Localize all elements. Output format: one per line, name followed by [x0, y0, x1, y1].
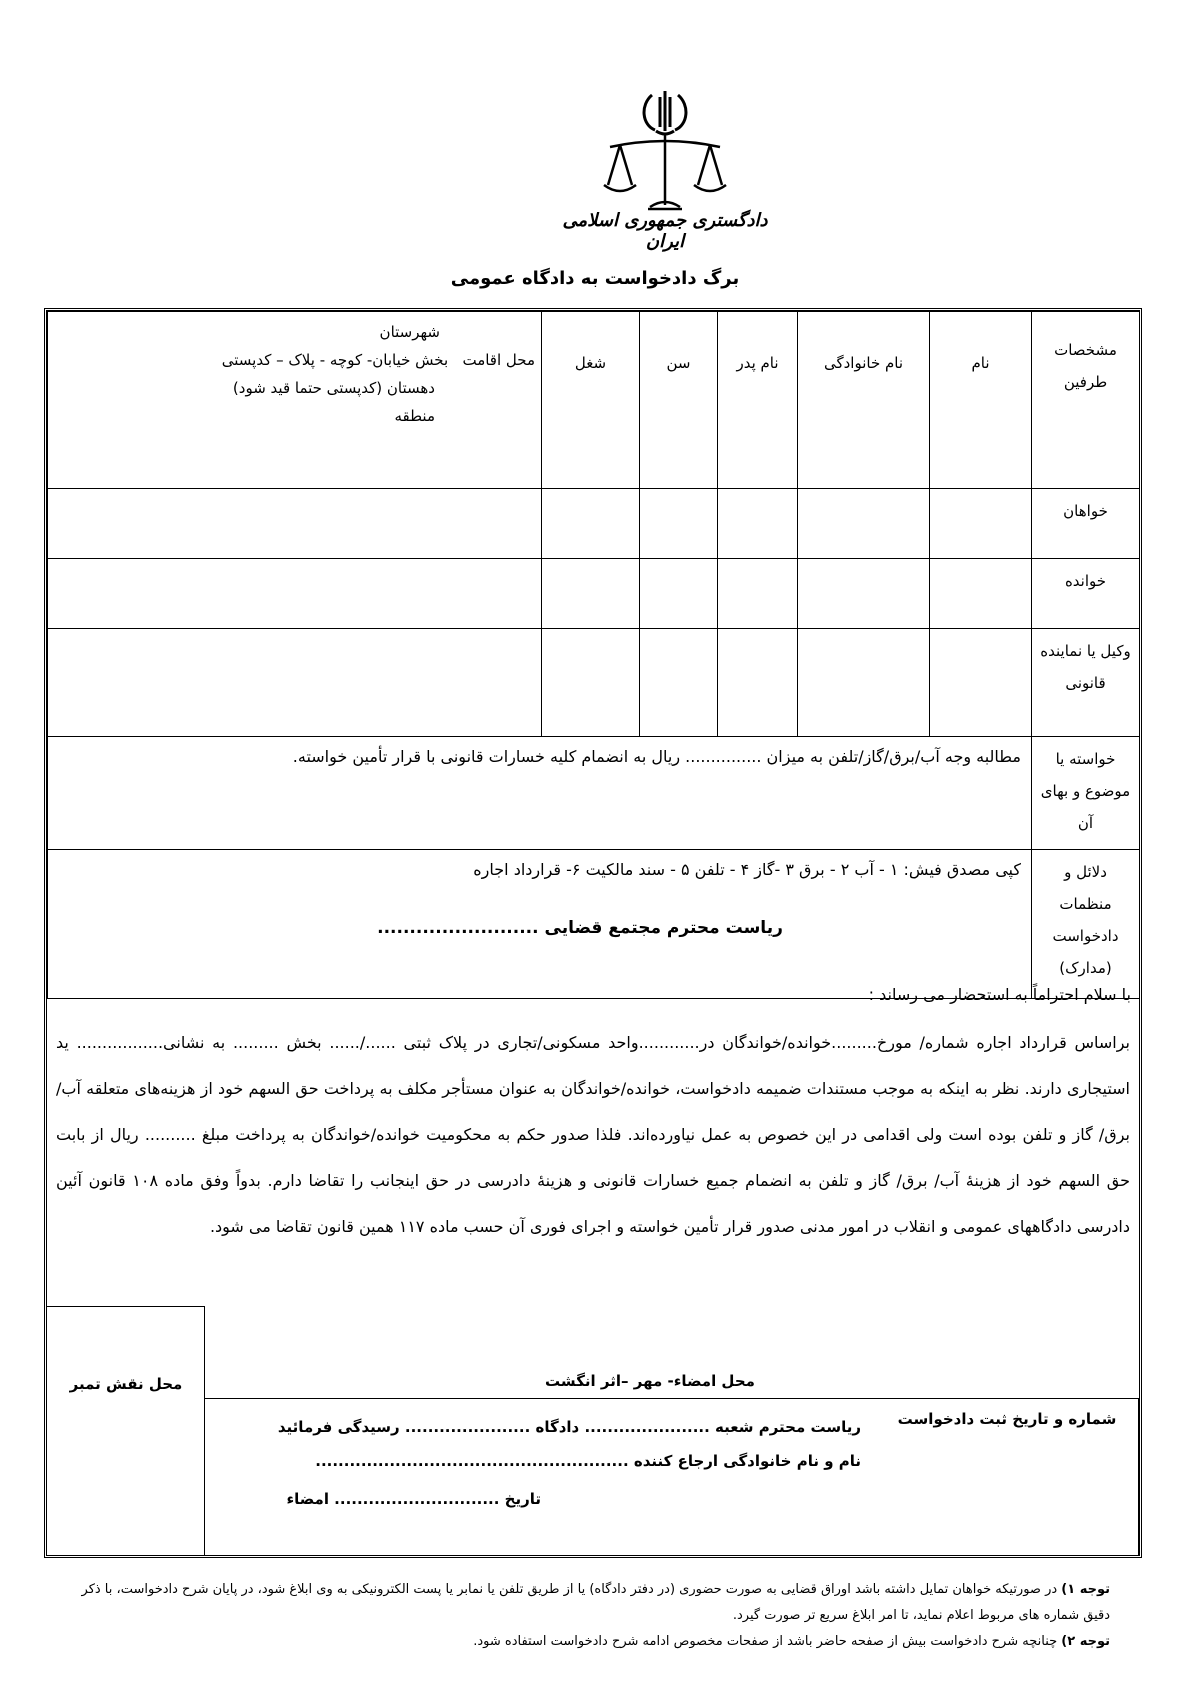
col-specs — [1032, 312, 1140, 489]
plaintiff-father-field[interactable] — [718, 489, 798, 559]
address-line-district: دهستان (کدپستی حتما قید شود) — [232, 379, 435, 397]
referral-line-referrer: نام و نام خانوادگی ارجاع کننده ....................................................... — [315, 1452, 861, 1470]
referral-line-date-sign: تاریخ ............................. امضاء — [286, 1490, 541, 1508]
col-name-label: نام — [971, 354, 990, 372]
col-age — [640, 312, 718, 489]
plaintiff-row — [48, 489, 1140, 559]
defendant-family-field[interactable] — [798, 559, 930, 629]
note-1 — [70, 1577, 1110, 1629]
evidence-label: دلائل و منظمات دادخواست (مدارک) — [1032, 850, 1140, 999]
note-1-text: در صورتیکه خواهان تمایل داشته باشد اوراق قضایی به صورت حضوری (در دفتر دادگاه) یا از طریق تلفن یا نمابر یا پست الکترونیکی به وی ابلاغ شود، در پایان شرح دادخواست، با ذکر دقیق شماره های مربوط اعلام نماید، تا امر ابلاغ سریع تر صورت گیرد. — [81, 1582, 1110, 1623]
letter-body[interactable] — [56, 1020, 1130, 1250]
col-address — [48, 312, 542, 489]
letter-body-text: براساس قرارداد اجاره شماره/ مورخ.........خوانده/خواندگان در............واحد مسکونی/تجاری در پلاک ثبتی ....../...... بخش ......... به نشانی................. ید استیجاری دارند. نظر به اینکه به موجب مستندات ضمیمه دادخواست، خوانده/خواندگان به عنوان مستأجر مکلف به پرداخت حق السهم خود از هزینه‌های متعلقه آب/ برق/ گاز و تلفن بوده است ولی اقدامی در این خصوص به عمل نیاورده‌اند. فلذا صدور حکم به محکومیت خوانده/خواندگان به پرداخت مبلغ .......... ریال از بابت حق السهم خود از هزینهٔ آب/ برق/ گاز و تلفن به انضمام جمیع خسارات قانونی و هزینهٔ دادرسی در حق اینجانب را تقاضا دارم. بدواً وفق ماده ۱۰۸ قانون آئین دادرسی دادگاههای عمومی و انقلاب در امور مدنی صدور قرار تأمین خواسته و اجرای فوری آن حسب ماده ۱۱۷ همین قانون تقاضا می شود. — [56, 1033, 1131, 1236]
plaintiff-address-field[interactable] — [48, 489, 542, 559]
plaintiff-family-field[interactable] — [798, 489, 930, 559]
lawyer-label: وکیل یا نماینده قانونی — [1032, 629, 1140, 737]
note-1-tag: توجه ۱) — [1061, 1582, 1110, 1597]
plaintiff-age-field[interactable] — [640, 489, 718, 559]
plaintiff-name-field[interactable] — [930, 489, 1032, 559]
note-2 — [70, 1629, 1110, 1655]
claim-label: خواسته یا موضوع و بهای آن — [1032, 737, 1140, 850]
note-2-text: چنانچه شرح دادخواست بیش از صفحه حاضر باشد از صفحات مخصوص ادامه شرح دادخواست استفاده شود. — [473, 1634, 1062, 1649]
letter-greeting: با سلام احتراماً به استحضار می رساند : — [868, 985, 1131, 1004]
stamp-label: محل نقش تمبر — [69, 1375, 183, 1393]
registration-label: شماره و تاریخ ثبت دادخواست — [897, 1410, 1117, 1428]
col-family-label: نام خانوادگی — [823, 354, 904, 372]
address-line-city: شهرستان — [379, 323, 440, 341]
table-header-row — [48, 312, 1140, 489]
lawyer-name-field[interactable] — [930, 629, 1032, 737]
col-age-label: سن — [666, 354, 691, 372]
defendant-age-field[interactable] — [640, 559, 718, 629]
col-job-label: شغل — [574, 354, 607, 372]
emblem-caption: دادگستری جمهوری اسلامی ایران — [562, 210, 768, 252]
defendant-row — [48, 559, 1140, 629]
claim-text[interactable]: مطالبه وجه آب/برق/گاز/تلفن به میزان ............... ریال به انضمام کلیه خسارات قانونی با قرار تأمین خواسته. — [48, 737, 1032, 850]
lawyer-father-field[interactable] — [718, 629, 798, 737]
footnotes — [70, 1577, 1110, 1655]
col-father — [718, 312, 798, 489]
defendant-father-field[interactable] — [718, 559, 798, 629]
address-line-region: منطقه — [394, 407, 435, 425]
parties-table — [47, 311, 1140, 999]
letter-title: ریاست محترم مجتمع قضایی ......................... — [377, 918, 783, 938]
defendant-job-field[interactable] — [542, 559, 640, 629]
col-name — [930, 312, 1032, 489]
evidence-text[interactable]: کپی مصدق فیش: ۱ - آب ۲ - برق ۳ -گاز ۴ - تلفن ۵ - سند مالکیت ۶- قرارداد اجاره — [48, 850, 1032, 999]
stamp-box — [47, 1306, 205, 1556]
defendant-address-field[interactable] — [48, 559, 542, 629]
lawyer-family-field[interactable] — [798, 629, 930, 737]
lawyer-age-field[interactable] — [640, 629, 718, 737]
address-line-main — [54, 346, 535, 374]
col-job — [542, 312, 640, 489]
plaintiff-job-field[interactable] — [542, 489, 640, 559]
address-label: محل اقامت — [462, 351, 535, 369]
lawyer-row — [48, 629, 1140, 737]
lawyer-address-field[interactable] — [48, 629, 542, 737]
note-2-tag: توجه ۲) — [1061, 1634, 1110, 1649]
claim-row — [48, 737, 1140, 850]
referral-line-branch: ریاست محترم شعبه ...................... دادگاه ...................... رسیدگی فرمائید — [277, 1418, 861, 1436]
col-family — [798, 312, 930, 489]
col-father-label: نام پدر — [736, 354, 779, 372]
col-specs-label: مشخصات طرفین — [1054, 341, 1117, 391]
plaintiff-label: خواهان — [1032, 489, 1140, 559]
form-title: برگ دادخواست به دادگاه عمومی — [450, 268, 740, 289]
address-line-detail: بخش خیابان- کوچه - پلاک – کدپستی — [221, 351, 449, 369]
defendant-label: خوانده — [1032, 559, 1140, 629]
defendant-name-field[interactable] — [930, 559, 1032, 629]
lawyer-job-field[interactable] — [542, 629, 640, 737]
signature-area-label: محل امضاء- مهر –اثر انگشت — [545, 1372, 755, 1390]
